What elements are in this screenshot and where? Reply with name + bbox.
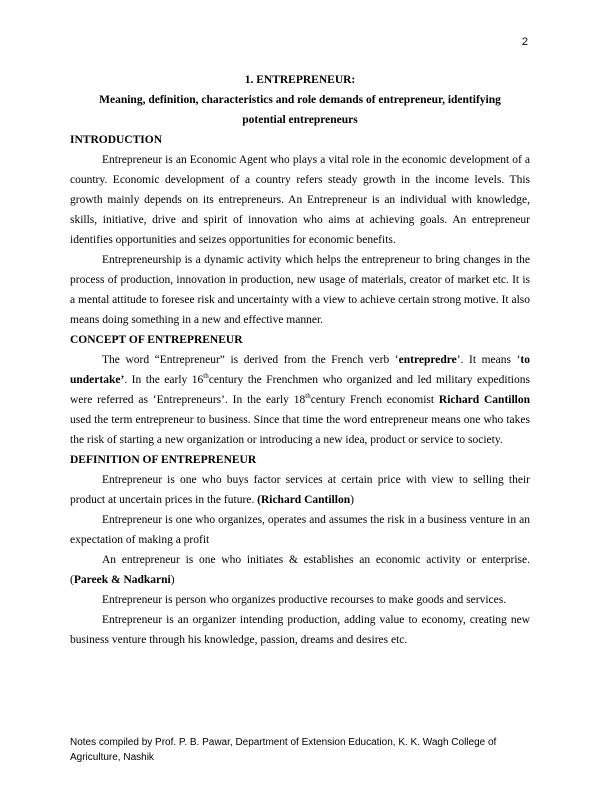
concept-paragraph (70, 350, 530, 450)
definition-text: Entrepreneur is one who buys factor services at certain price with view to selling their product at uncertain prices in the future. (70, 474, 530, 506)
chapter-title: 1. ENTREPRENEUR: (244, 74, 356, 86)
definition-3 (70, 550, 530, 590)
concept-heading: CONCEPT OF ENTREPRENEUR (70, 334, 243, 346)
page-number: 2 (521, 36, 528, 48)
page-footer (70, 735, 540, 765)
concept-text: century the Frenchmen who organized and led military expeditions were referred as ‘Entrepreneurs’. In the early 18 (70, 374, 530, 406)
definition-text: ) (350, 494, 354, 506)
definition-text: An entrepreneur is one who initiates & establishes an economic activity or enterprise. ( (70, 554, 530, 586)
concept-text: century French economist (310, 394, 439, 406)
ordinal-superscript: th (203, 372, 209, 381)
definition-heading: DEFINITION OF ENTREPRENEUR (70, 454, 257, 466)
chapter-subtitle (70, 90, 530, 130)
document-body (70, 70, 530, 650)
definition-source: Pareek & Nadkarni (73, 574, 171, 586)
definition-5: Entrepreneur is an organizer intending production, adding value to economy, creating new business venture through his knowledge, passion, dreams and desires etc. (70, 614, 530, 646)
definition-source: (Richard Cantillon (257, 494, 351, 506)
footer-line-2: Agriculture, Nashik (70, 752, 154, 763)
definition-4: Entrepreneur is person who organizes productive recourses to make goods and services. (102, 594, 507, 606)
economist-name: Richard Cantillon (438, 394, 530, 406)
subtitle-line-1: Meaning, definition, characteristics and role demands of entrepreneur, identifying (99, 94, 501, 106)
definition-1 (70, 470, 530, 510)
definition-2: Entrepreneur is one who organizes, operates and assumes the risk in a business venture in an expectation of making a profit (70, 514, 530, 546)
introduction-heading: INTRODUCTION (70, 134, 163, 146)
concept-text: . In the early 16 (124, 374, 204, 386)
french-verb: entrepredre (398, 354, 457, 366)
introduction-paragraph-1: Entrepreneur is an Economic Agent who plays a vital role in the economic development of a country. Economic development of a country refers steady growth in the income levels. This growth mainly depends on its entrepreneurs. An Entrepreneur is an individual with knowledge, skills, initiative, drive and spirit of innovation who aims at achieving goals. An entrepreneur identifies opportunities and seizes opportunities for economic benefits. (70, 154, 530, 246)
concept-text: The word “Entrepreneur” is derived from the French verb ‘ (102, 354, 399, 366)
concept-text: used the term entrepreneur to business. Since that time the word entrepreneur means one who takes the risk of starting a new organization or introducing a new idea, product or service to society. (70, 414, 530, 446)
subtitle-line-2: potential entrepreneurs (242, 114, 358, 126)
footer-line-1: Notes compiled by Prof. P. B. Pawar, Department of Extension Education, K. K. Wagh College of (70, 737, 497, 748)
introduction-paragraph-2: Entrepreneurship is a dynamic activity which helps the entrepreneur to bring changes in the process of production, innovation in production, new usage of materials, creator of market etc. It is a mental attitude to foresee risk and uncertainty with a view to achieve certain strong motive. It also means doing something in a new and effective manner. (70, 254, 530, 326)
definition-text: ) (170, 574, 175, 586)
verb-meaning: to undertake’ (70, 354, 530, 386)
concept-text: ’. It means ‘ (456, 354, 521, 366)
ordinal-superscript: th (305, 392, 311, 401)
